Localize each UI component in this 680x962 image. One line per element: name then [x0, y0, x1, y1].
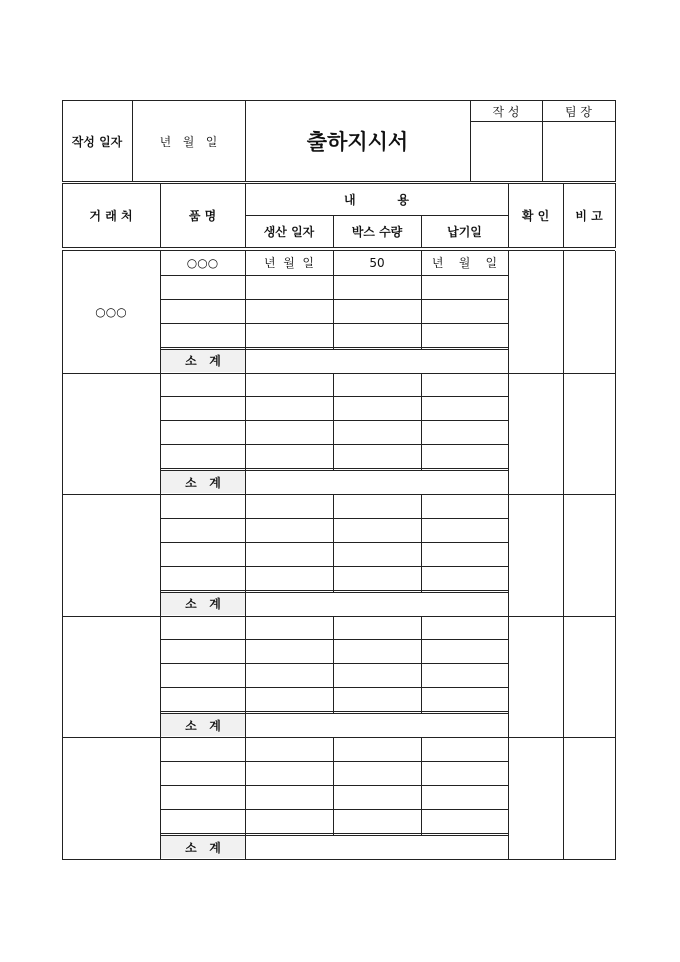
grid-line [245, 100, 246, 182]
approval-writer-label: 작 성 [492, 104, 520, 119]
production-date-cell[interactable] [245, 663, 333, 687]
confirm-cell[interactable] [508, 737, 563, 859]
grid-line [563, 737, 564, 859]
item-cell[interactable] [160, 737, 245, 761]
grid-line [160, 761, 508, 762]
item-cell[interactable] [160, 687, 245, 711]
delivery-date-cell[interactable] [421, 809, 508, 833]
item-cell[interactable] [160, 518, 245, 542]
grid-line [563, 183, 564, 248]
production-date-cell[interactable] [245, 494, 333, 518]
production-date-cell[interactable] [245, 518, 333, 542]
production-date-cell[interactable] [245, 737, 333, 761]
delivery-date-cell[interactable] [421, 494, 508, 518]
grid-line [508, 616, 509, 737]
grid-line [333, 616, 334, 713]
grid-line [160, 833, 508, 834]
grid-line [421, 494, 422, 592]
grid-line [245, 183, 246, 248]
grid-line [160, 590, 508, 591]
client-cell[interactable] [62, 616, 160, 738]
grid-line [160, 347, 508, 348]
grid-line [563, 616, 564, 737]
production-date-cell[interactable] [245, 785, 333, 809]
approval-manager-sign-box[interactable] [543, 122, 614, 180]
production-date-cell[interactable] [245, 639, 333, 663]
subtotal-label: 소 계 [161, 714, 245, 736]
client-cell[interactable] [62, 737, 160, 859]
production-date-cell[interactable] [245, 687, 333, 711]
box-qty-cell[interactable] [333, 785, 421, 809]
item-cell[interactable] [160, 542, 245, 566]
grid-line [615, 737, 616, 859]
production-date-cell[interactable] [245, 373, 333, 397]
grid-line [421, 616, 422, 713]
grid-line [245, 616, 246, 737]
column-header-box-qty: 박스 수량 [351, 224, 403, 239]
delivery-date-cell[interactable] [421, 566, 508, 590]
grid-line [160, 444, 508, 445]
delivery-date-cell[interactable] [421, 761, 508, 785]
item-cell[interactable] [160, 323, 245, 347]
subtotal-value-cell[interactable] [245, 470, 508, 494]
production-date-cell[interactable] [245, 275, 333, 299]
client-cell[interactable] [62, 494, 160, 616]
grid-line [160, 713, 508, 714]
box-qty-cell[interactable] [333, 373, 421, 397]
grid-line [160, 494, 161, 616]
grid-line [333, 373, 334, 470]
box-qty-cell[interactable] [333, 396, 421, 420]
delivery-date-cell[interactable] [421, 542, 508, 566]
delivery-date-cell[interactable] [421, 737, 508, 761]
grid-line [508, 251, 509, 373]
column-header-client: 거 래 처 [89, 208, 133, 223]
grid-line [160, 396, 508, 397]
grid-line [615, 494, 616, 616]
box-qty-cell[interactable] [333, 616, 421, 640]
grid-line [245, 215, 508, 216]
grid-line [333, 494, 334, 592]
grid-line [160, 737, 161, 859]
approval-manager-label: 팀 장 [565, 104, 592, 119]
approval-writer-sign-box[interactable] [471, 122, 541, 180]
grid-line [62, 181, 615, 182]
column-header-production-date: 생산 일자 [263, 224, 315, 239]
confirm-cell[interactable] [508, 494, 563, 616]
production-date-cell[interactable] [245, 542, 333, 566]
grid-line [615, 251, 616, 373]
grid-line [160, 275, 508, 276]
grid-line [62, 251, 63, 373]
grid-line [333, 215, 334, 248]
grid-line [160, 663, 508, 664]
box-qty-cell[interactable] [333, 444, 421, 468]
box-qty-cell[interactable] [333, 299, 421, 323]
item-cell[interactable]: ○○○ [186, 255, 219, 270]
production-date-cell[interactable] [245, 616, 333, 640]
delivery-date-cell[interactable] [421, 373, 508, 397]
grid-line [62, 247, 615, 248]
grid-line [62, 737, 63, 859]
subtotal-label: 소 계 [161, 836, 245, 858]
delivery-date-cell[interactable] [421, 616, 508, 640]
box-qty-cell[interactable]: 50 [369, 255, 385, 270]
item-cell[interactable] [160, 639, 245, 663]
grid-line [160, 420, 508, 421]
production-date-cell[interactable] [245, 420, 333, 444]
grid-line [62, 616, 63, 737]
grid-line [421, 215, 422, 248]
delivery-date-cell[interactable] [421, 785, 508, 809]
grid-line [245, 251, 246, 373]
grid-line [563, 373, 564, 494]
grid-line [421, 737, 422, 835]
item-cell[interactable] [160, 373, 245, 397]
delivery-date-cell[interactable] [421, 687, 508, 711]
grid-line [508, 494, 509, 616]
grid-line [160, 687, 508, 688]
box-qty-cell[interactable] [333, 639, 421, 663]
item-cell[interactable] [160, 299, 245, 323]
grid-line [333, 251, 334, 349]
grid-line [62, 183, 615, 184]
grid-line [160, 183, 161, 248]
grid-line [421, 251, 422, 349]
production-date-cell[interactable] [245, 444, 333, 468]
production-date-cell[interactable] [245, 299, 333, 323]
remarks-cell[interactable] [563, 251, 615, 373]
grid-line [508, 183, 509, 248]
box-qty-cell[interactable] [333, 323, 421, 347]
grid-line [62, 183, 63, 248]
grid-line [160, 251, 161, 373]
grid-line [160, 639, 508, 640]
box-qty-cell[interactable] [333, 809, 421, 833]
grid-line [62, 100, 615, 101]
remarks-cell[interactable] [563, 616, 615, 738]
grid-line [160, 592, 508, 593]
subtotal-value-cell[interactable] [245, 835, 508, 859]
grid-line [160, 468, 508, 469]
delivery-date-cell[interactable] [421, 444, 508, 468]
confirm-cell[interactable] [508, 251, 563, 373]
production-date-cell[interactable] [245, 323, 333, 347]
production-date-cell[interactable] [245, 761, 333, 785]
delivery-date-cell[interactable] [421, 420, 508, 444]
grid-line [160, 542, 508, 543]
date-label: 작성 일자 [71, 134, 123, 149]
grid-line [563, 251, 564, 373]
grid-line [62, 100, 63, 182]
grid-line [160, 566, 508, 567]
grid-line [62, 616, 616, 617]
subtotal-label: 소 계 [161, 350, 245, 372]
grid-line [615, 373, 616, 494]
grid-line [62, 494, 63, 616]
delivery-date-cell[interactable] [421, 663, 508, 687]
grid-line [160, 373, 161, 494]
item-cell[interactable] [160, 444, 245, 468]
item-cell[interactable] [160, 809, 245, 833]
grid-line [245, 373, 246, 494]
grid-line [160, 711, 508, 712]
subtotal-value-cell[interactable] [245, 349, 508, 373]
box-qty-cell[interactable] [333, 518, 421, 542]
item-cell[interactable] [160, 566, 245, 590]
grid-line [160, 809, 508, 810]
item-cell[interactable] [160, 420, 245, 444]
grid-line [62, 250, 615, 251]
grid-line [62, 859, 616, 860]
production-date-cell[interactable]: 년 월 일 [263, 256, 315, 271]
delivery-date-cell[interactable] [421, 639, 508, 663]
column-header-content: 내 용 [344, 192, 409, 207]
delivery-date-cell[interactable] [421, 518, 508, 542]
production-date-cell[interactable] [245, 566, 333, 590]
delivery-date-cell[interactable] [421, 299, 508, 323]
grid-line [542, 100, 543, 182]
grid-line [62, 373, 63, 494]
grid-line [470, 100, 471, 182]
grid-line [508, 737, 509, 859]
item-cell[interactable] [160, 663, 245, 687]
grid-line [333, 737, 334, 835]
grid-line [160, 349, 508, 350]
subtotal-value-cell[interactable] [245, 592, 508, 616]
remarks-cell[interactable] [563, 737, 615, 859]
grid-line [160, 323, 508, 324]
grid-line [160, 518, 508, 519]
date-value[interactable]: 년 월 일 [159, 134, 218, 149]
delivery-date-cell[interactable]: 년 월 일 [431, 256, 498, 271]
grid-line [245, 737, 246, 859]
remarks-cell[interactable] [563, 373, 615, 495]
confirm-cell[interactable] [508, 373, 563, 495]
grid-line [132, 100, 133, 182]
grid-line [245, 494, 246, 616]
subtotal-label: 소 계 [161, 593, 245, 615]
grid-line [160, 616, 161, 737]
box-qty-cell[interactable] [333, 687, 421, 711]
box-qty-cell[interactable] [333, 663, 421, 687]
remarks-cell[interactable] [563, 494, 615, 616]
box-qty-cell[interactable] [333, 542, 421, 566]
grid-line [62, 373, 616, 374]
grid-line [160, 835, 508, 836]
production-date-cell[interactable] [245, 396, 333, 420]
subtotal-value-cell[interactable] [245, 713, 508, 737]
client-cell[interactable] [62, 373, 160, 495]
item-cell[interactable] [160, 396, 245, 420]
box-qty-cell[interactable] [333, 494, 421, 518]
delivery-date-cell[interactable] [421, 275, 508, 299]
client-cell[interactable]: ○○○ [95, 304, 127, 319]
box-qty-cell[interactable] [333, 420, 421, 444]
item-cell[interactable] [160, 785, 245, 809]
column-header-delivery-date: 납기일 [447, 224, 482, 239]
grid-line [160, 785, 508, 786]
box-qty-cell[interactable] [333, 275, 421, 299]
grid-line [563, 494, 564, 616]
item-cell[interactable] [160, 275, 245, 299]
column-header-confirm: 확 인 [521, 208, 550, 223]
confirm-cell[interactable] [508, 616, 563, 738]
grid-line [508, 373, 509, 494]
grid-line [160, 299, 508, 300]
grid-line [160, 470, 508, 471]
grid-line [615, 616, 616, 737]
subtotal-label: 소 계 [161, 471, 245, 493]
delivery-date-cell[interactable] [421, 396, 508, 420]
grid-line [421, 373, 422, 470]
item-cell[interactable] [160, 616, 245, 640]
grid-line [615, 183, 616, 248]
column-header-remarks: 비 고 [575, 208, 603, 223]
box-qty-cell[interactable] [333, 566, 421, 590]
grid-line [615, 100, 616, 182]
column-header-item: 품 명 [188, 208, 217, 223]
grid-line [62, 494, 616, 495]
item-cell[interactable] [160, 761, 245, 785]
box-qty-cell[interactable] [333, 737, 421, 761]
grid-line [62, 737, 616, 738]
item-cell[interactable] [160, 494, 245, 518]
delivery-date-cell[interactable] [421, 323, 508, 347]
box-qty-cell[interactable] [333, 761, 421, 785]
production-date-cell[interactable] [245, 809, 333, 833]
page-title: 출하지시서 [306, 130, 409, 154]
